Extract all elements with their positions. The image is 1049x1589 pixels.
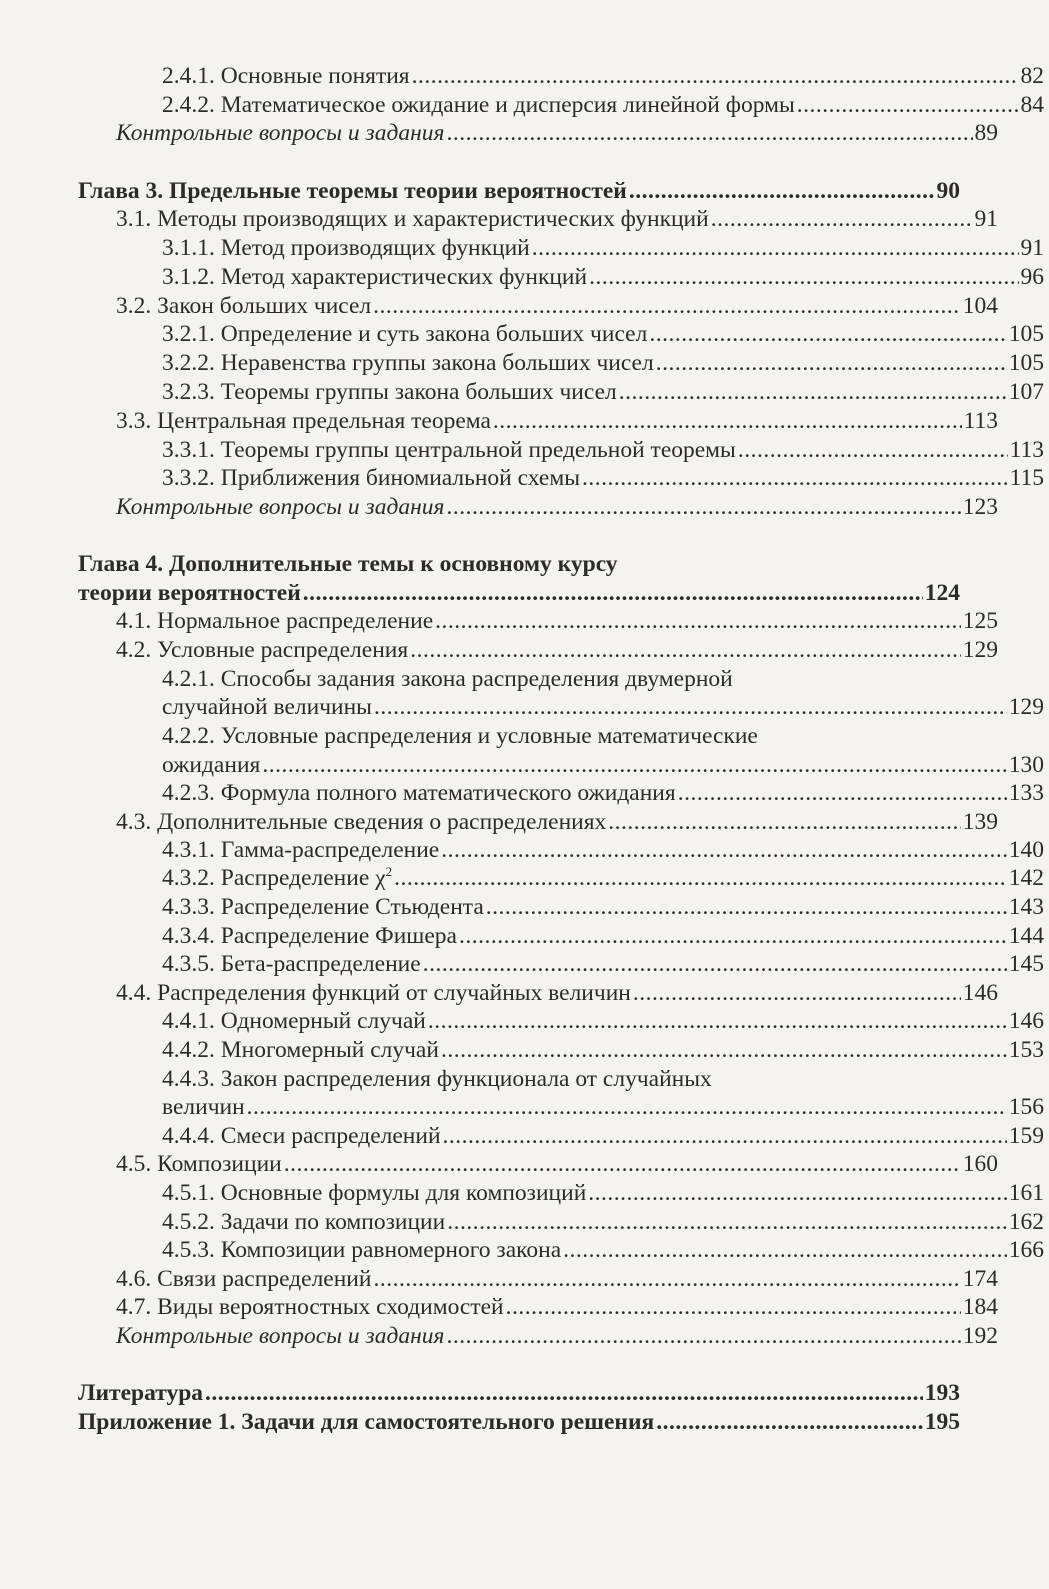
toc-page-number: 105 [1008, 321, 1044, 347]
toc-page-number: 159 [1008, 1123, 1044, 1149]
toc-page-number: 193 [924, 1380, 960, 1406]
leader-dots [619, 376, 1007, 408]
toc-entry-title: 4.6. Связи распределений [116, 1266, 372, 1292]
toc-entry-4-2-1[interactable] [78, 691, 1044, 723]
leader-dots [486, 891, 1007, 923]
toc-entry-title: 4.5.1. Основные формулы для композиций [162, 1180, 587, 1206]
toc-entry-3-3-2[interactable] [78, 462, 1044, 494]
toc-page-number: 130 [1008, 752, 1044, 778]
toc-entry-4-2[interactable] [78, 634, 998, 666]
toc-entry-title: 2.4.1. Основные понятия [162, 63, 410, 89]
toc-entry-title: 3.2. Закон больших чисел [116, 293, 372, 319]
toc-page-number: 195 [924, 1409, 960, 1435]
toc-page-number: 129 [1008, 694, 1044, 720]
toc-entry-4-4-3[interactable] [78, 1091, 1044, 1123]
toc-entry-4-5-3[interactable] [78, 1234, 1044, 1266]
toc-entry-4-3-3[interactable] [78, 891, 1044, 923]
toc-entry-3-3[interactable] [78, 405, 998, 437]
leader-dots [446, 117, 972, 149]
toc-page-number: 104 [962, 293, 998, 319]
toc-entry-title: 3.3.1. Теоремы группы центральной предельной теоремы [162, 437, 736, 463]
toc-entry-2-4-1[interactable] [78, 60, 1044, 92]
toc-entry-title: 3.2.2. Неравенства группы закона больших чисел [162, 350, 654, 376]
toc-page-number: 115 [1009, 465, 1044, 491]
toc-page-number: 124 [924, 580, 960, 606]
toc-entry-3-1[interactable] [78, 203, 998, 235]
toc-page-number: 113 [963, 408, 998, 434]
toc-page-number: 146 [962, 980, 998, 1006]
leader-dots [582, 462, 1008, 494]
toc-page-number: 91 [974, 206, 998, 232]
toc-entry-3-2-1[interactable] [78, 318, 1044, 350]
toc-entry-title: 4.7. Виды вероятностных сходимостей [116, 1294, 504, 1320]
toc-page-number: 90 [936, 178, 960, 204]
toc-entry-title: 4.4.2. Многомерный случай [162, 1037, 439, 1063]
toc-page-number: 160 [962, 1151, 998, 1177]
toc-page-number: 140 [1008, 837, 1044, 863]
toc-page-number: 153 [1008, 1037, 1044, 1063]
toc-entry-title: 4.3.3. Распределение Стьюдента [162, 894, 484, 920]
toc-entry-4-3-5[interactable] [78, 948, 1044, 980]
toc-page-number: 82 [1020, 63, 1044, 89]
leader-dots [711, 203, 973, 235]
toc-entry-title: Приложение 1. Задачи для самостоятельного решения [78, 1409, 655, 1435]
toc-page-number: 146 [1008, 1008, 1044, 1034]
toc-entry-title: Контрольные вопросы и задания [116, 494, 445, 520]
toc-entry-title: Контрольные вопросы и задания [116, 120, 445, 146]
leader-dots [428, 1005, 1007, 1037]
toc-page-number: 96 [1020, 264, 1044, 290]
leader-dots [205, 1377, 923, 1409]
leader-dots [532, 232, 1019, 264]
leader-dots [656, 1406, 923, 1438]
toc-entry-title: 4.2.3. Формула полного математического ожидания [162, 780, 676, 806]
toc-entry-title: 3.2.3. Теоремы группы закона больших чисел [162, 379, 617, 405]
toc-entry-title: 3.1. Методы производящих и характеристических функций [116, 206, 709, 232]
toc-entry-title [162, 862, 392, 894]
leader-dots [247, 1091, 1007, 1123]
toc-page-number: 184 [962, 1294, 998, 1320]
toc-entry-title: 4.4.1. Одномерный случай [162, 1008, 426, 1034]
toc-entry-title: 3.1.2. Метод характеристических функций [162, 264, 588, 290]
toc-entry-title: ожидания [162, 752, 261, 778]
toc-page-number: 113 [1009, 437, 1044, 463]
leader-dots [656, 347, 1007, 379]
toc-entry-4-4-1[interactable] [78, 1005, 1044, 1037]
toc-page-number: 123 [962, 494, 998, 520]
toc-page-number: 143 [1008, 894, 1044, 920]
toc-entry-questions-ch4[interactable] [78, 1320, 998, 1352]
toc-entry-title: 3.1.1. Метод производящих функций [162, 235, 530, 261]
toc-entry-appendix-1[interactable] [78, 1406, 960, 1438]
leader-dots [506, 1291, 961, 1323]
leader-dots [423, 948, 1007, 980]
leader-dots [588, 1177, 1006, 1209]
toc-entry-title: 4.3. Дополнительные сведения о распределениях [116, 809, 607, 835]
toc-page-number: 105 [1008, 350, 1044, 376]
toc-entry-title: случайной величины [162, 694, 372, 720]
toc-entry-4-5[interactable] [78, 1148, 998, 1180]
toc-entry-title: Глава 3. Предельные теоремы теории вероятностей [78, 178, 627, 204]
toc-page-number: 162 [1008, 1209, 1044, 1235]
leader-dots [563, 1234, 1007, 1266]
toc-entry-title: 4.5.2. Задачи по композиции [162, 1209, 446, 1235]
superscript: 2 [385, 864, 393, 880]
toc-entry-4-2-1-line1: 4.2.1. Способы задания закона распределения двумерной [162, 666, 733, 692]
toc-page-number: 161 [1008, 1180, 1044, 1206]
leader-dots [374, 691, 1007, 723]
toc-entry-title: 4.4.4. Смеси распределений [162, 1123, 441, 1149]
toc-entry-3-1-1[interactable] [78, 232, 1044, 264]
toc-entry-4-4-3-line1: 4.4.3. Закон распределения функционала от случайных [162, 1066, 712, 1092]
toc-entry-title: 4.5.3. Композиции равномерного закона [162, 1237, 562, 1263]
toc-page [78, 0, 1044, 1589]
leader-dots [446, 491, 960, 523]
leader-dots [441, 1034, 1007, 1066]
toc-entry-title: величин [162, 1094, 245, 1120]
toc-page-number: 125 [962, 608, 998, 634]
toc-entry-title: 4.3.5. Бета-распределение [162, 951, 421, 977]
toc-entry-title: 3.2.1. Определение и суть закона больших чисел [162, 321, 648, 347]
toc-entry-title: 2.4.2. Математическое ожидание и дисперсия линейной формы [162, 92, 795, 118]
toc-entry-questions-ch2[interactable] [78, 117, 998, 149]
toc-entry-title: 4.2. Условные распределения [116, 637, 409, 663]
toc-entry-4-2-3[interactable] [78, 777, 1044, 809]
toc-page-number: 156 [1008, 1094, 1044, 1120]
toc-entry-title: 3.3. Центральная предельная теорема [116, 408, 491, 434]
leader-dots [410, 634, 961, 666]
toc-page-number: 129 [962, 637, 998, 663]
toc-page-number: 174 [962, 1266, 998, 1292]
toc-entry-3-1-2[interactable] [78, 261, 1044, 293]
toc-entry-title: 4.1. Нормальное распределение [116, 608, 434, 634]
toc-entry-3-2-3[interactable] [78, 376, 1044, 408]
toc-entry-4-1[interactable] [78, 605, 998, 637]
toc-page-number: 84 [1020, 92, 1044, 118]
toc-page-number: 133 [1008, 780, 1044, 806]
toc-page-number: 139 [962, 809, 998, 835]
leader-dots [394, 862, 1007, 894]
toc-entry-literature[interactable] [78, 1377, 960, 1409]
toc-entry-4-7[interactable] [78, 1291, 998, 1323]
toc-page-number: 89 [974, 120, 998, 146]
leader-dots [589, 261, 1018, 293]
toc-entry-4-2-2-line1: 4.2.2. Условные распределения и условные математические [162, 723, 758, 749]
toc-entry-4-3-2[interactable] [78, 862, 1044, 894]
toc-entry-title: 4.3.4. Распределение Фишера [162, 923, 457, 949]
toc-entry-title: Литература [78, 1380, 204, 1406]
toc-entry-title-text: 4.3.2. Распределение χ [162, 865, 386, 891]
toc-page-number: 192 [962, 1323, 998, 1349]
toc-page-number: 142 [1008, 865, 1044, 891]
toc-entry-title: 4.4. Распределения функций от случайных величин [116, 980, 631, 1006]
leader-dots [435, 605, 961, 637]
toc-entry-chapter-4-line1: Глава 4. Дополнительные темы к основному курсу [78, 551, 618, 577]
toc-entry-4-4-2[interactable] [78, 1034, 1044, 1066]
toc-page-number: 91 [1020, 235, 1044, 261]
toc-page-number: 144 [1008, 923, 1044, 949]
toc-page-number: 145 [1008, 951, 1044, 977]
leader-dots [284, 1148, 961, 1180]
toc-entry-4-5-1[interactable] [78, 1177, 1044, 1209]
toc-entry-title: 3.3.2. Приближения биномиальной схемы [162, 465, 581, 491]
toc-page-number: 166 [1008, 1237, 1044, 1263]
leader-dots [446, 1320, 960, 1352]
toc-entry-title: 4.3.1. Гамма-распределение [162, 837, 440, 863]
toc-page-number: 107 [1008, 379, 1044, 405]
leader-dots [678, 777, 1007, 809]
toc-entry-title: теории вероятностей [78, 580, 301, 606]
toc-entry-title: 4.5. Композиции [116, 1151, 282, 1177]
toc-entry-3-2-2[interactable] [78, 347, 1044, 379]
leader-dots [412, 60, 1019, 92]
leader-dots [493, 405, 962, 437]
toc-entry-questions-ch3[interactable] [78, 491, 998, 523]
toc-entry-title: Контрольные вопросы и задания [116, 1323, 445, 1349]
leader-dots [649, 318, 1006, 350]
